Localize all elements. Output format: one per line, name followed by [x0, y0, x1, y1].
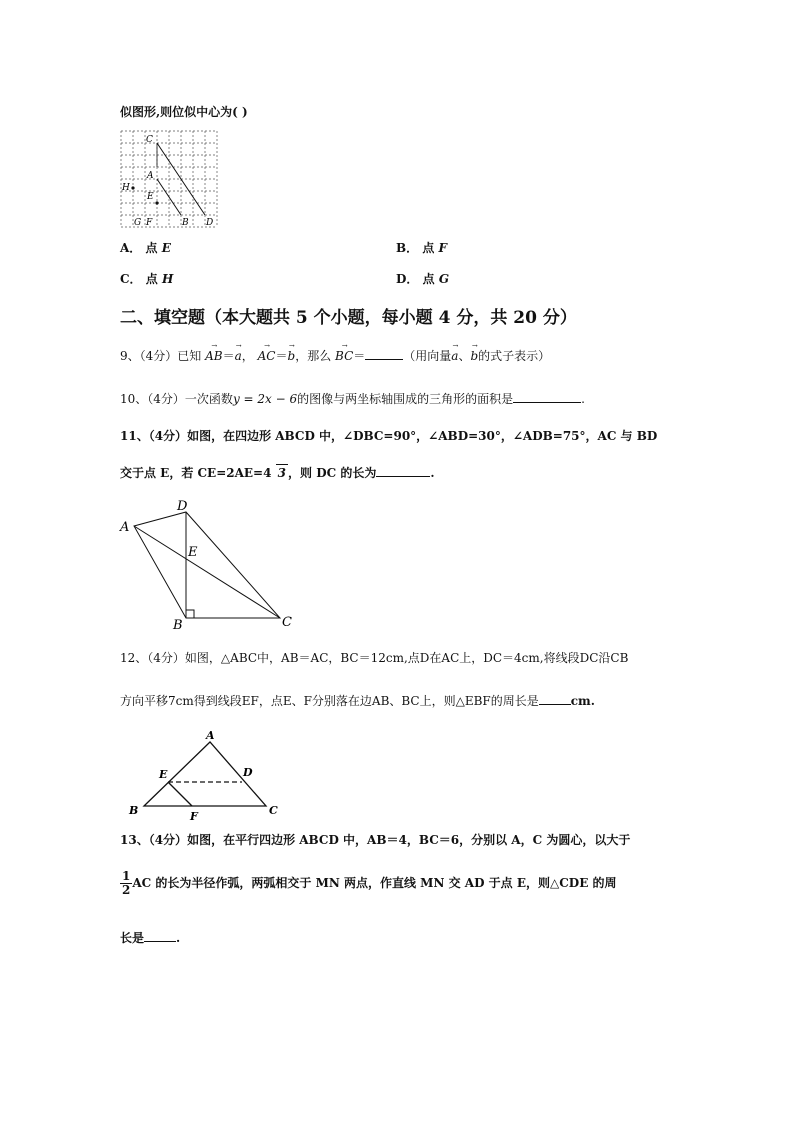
grid-label-c: C	[146, 135, 153, 145]
q13-line3: 长是 .	[120, 931, 181, 945]
point-h	[131, 186, 134, 189]
sqrt-three: 3	[277, 466, 287, 480]
quad-abcd	[134, 512, 280, 618]
q13-line2: $\frac{1}{2}$ AC 的长为半径作弧，两弧相交于 MN 两点，作直线 MN 交 AD 于点 E，则△CDE 的周	[122, 869, 617, 897]
fraction-one-half: $\frac{1}{2}$	[122, 869, 131, 897]
grid-label-f: F	[146, 218, 153, 228]
q9: 9、（4分）已知 → AB＝ → a， → AC＝ → b，那么 → BC＝ （用向量 → a、 → b的式子表示）	[120, 342, 551, 363]
fig12-label-a: A	[206, 729, 215, 742]
vector-a-ref: → a	[451, 342, 459, 363]
q8-option-c: C． 点 H	[120, 272, 174, 286]
q12-triangle-figure	[124, 726, 288, 822]
right-angle-mark	[186, 610, 194, 618]
fig12-label-c: C	[269, 804, 278, 817]
fig12-label-b: B	[129, 804, 139, 817]
grid-label-g: G	[134, 218, 142, 228]
fig12-label-e: E	[159, 768, 168, 781]
grid-label-e: E	[147, 192, 154, 202]
q13-line1: 13、（4分）如图，在平行四边形 ABCD 中，AB＝4，BC＝6，分别以 A，C 为圆心，以大于	[120, 833, 631, 847]
answer-blank-9	[365, 347, 403, 360]
q10-formula: y = 2x − 6	[232, 392, 298, 406]
fig11-label-c: C	[282, 615, 292, 630]
fig11-label-a: A	[120, 520, 130, 535]
segment-ef	[168, 782, 192, 806]
grid-lines	[121, 131, 217, 227]
vector-b-ref: → b	[470, 342, 479, 363]
q10: 10、（4分）一次函数y = 2x − 6的图像与两坐标轴围成的三角形的面积是 .	[120, 392, 585, 406]
grid-label-b: B	[182, 218, 189, 228]
q8-stem: 似图形,则位似中心为( )	[120, 105, 248, 119]
q11-line1: 11、（4分）如图，在四边形 ABCD 中，∠DBC=90°，∠ABD=30°，∠ADB=75°，AC 与 BD	[120, 429, 658, 443]
vector-ac: → AC	[257, 342, 276, 363]
diagonal-ac	[134, 526, 280, 618]
vector-ab: → AB	[205, 342, 223, 363]
grid-label-d: D	[206, 218, 214, 228]
answer-blank-12	[539, 692, 571, 705]
answer-blank-11	[376, 464, 430, 477]
fig12-label-d: D	[243, 766, 253, 779]
q8-grid-figure	[120, 130, 218, 228]
q12-line1: 12、（4分）如图，△ABC中，AB＝AC，BC＝12cm,点D在AC上，DC＝4cm,将线段DC沿CB	[120, 651, 629, 665]
q8-option-d: D． 点 G	[396, 272, 450, 286]
q11-line2: 交于点 E，若 CE=2AE=4 3 ，则 DC 的长为 .	[120, 466, 435, 480]
answer-blank-10	[513, 390, 581, 403]
section-title-fill-in: 二、填空题（本大题共 5 个小题，每小题 4 分，共 20 分）	[120, 308, 577, 328]
vector-a: → a	[234, 342, 242, 363]
answer-blank-13	[144, 929, 176, 942]
grid-label-h: H	[122, 183, 130, 193]
vector-bc: → BC	[335, 342, 354, 363]
fig11-label-d: D	[177, 499, 188, 514]
vector-b: → b	[287, 342, 296, 363]
q12-line2: 方向平移7cm得到线段EF，点E、F分别落在边AB、BC上，则△EBF的周长是 cm.	[120, 694, 595, 708]
fig11-label-e: E	[188, 545, 198, 560]
q8-option-b: B． 点 F	[396, 241, 448, 255]
q8-option-a: A． 点 E	[120, 241, 171, 255]
grid-label-a: A	[147, 171, 154, 181]
q11-quadrilateral-figure	[116, 496, 302, 632]
point-e	[155, 201, 158, 204]
fig11-label-b: B	[173, 618, 183, 632]
fig12-label-f: F	[190, 810, 198, 822]
